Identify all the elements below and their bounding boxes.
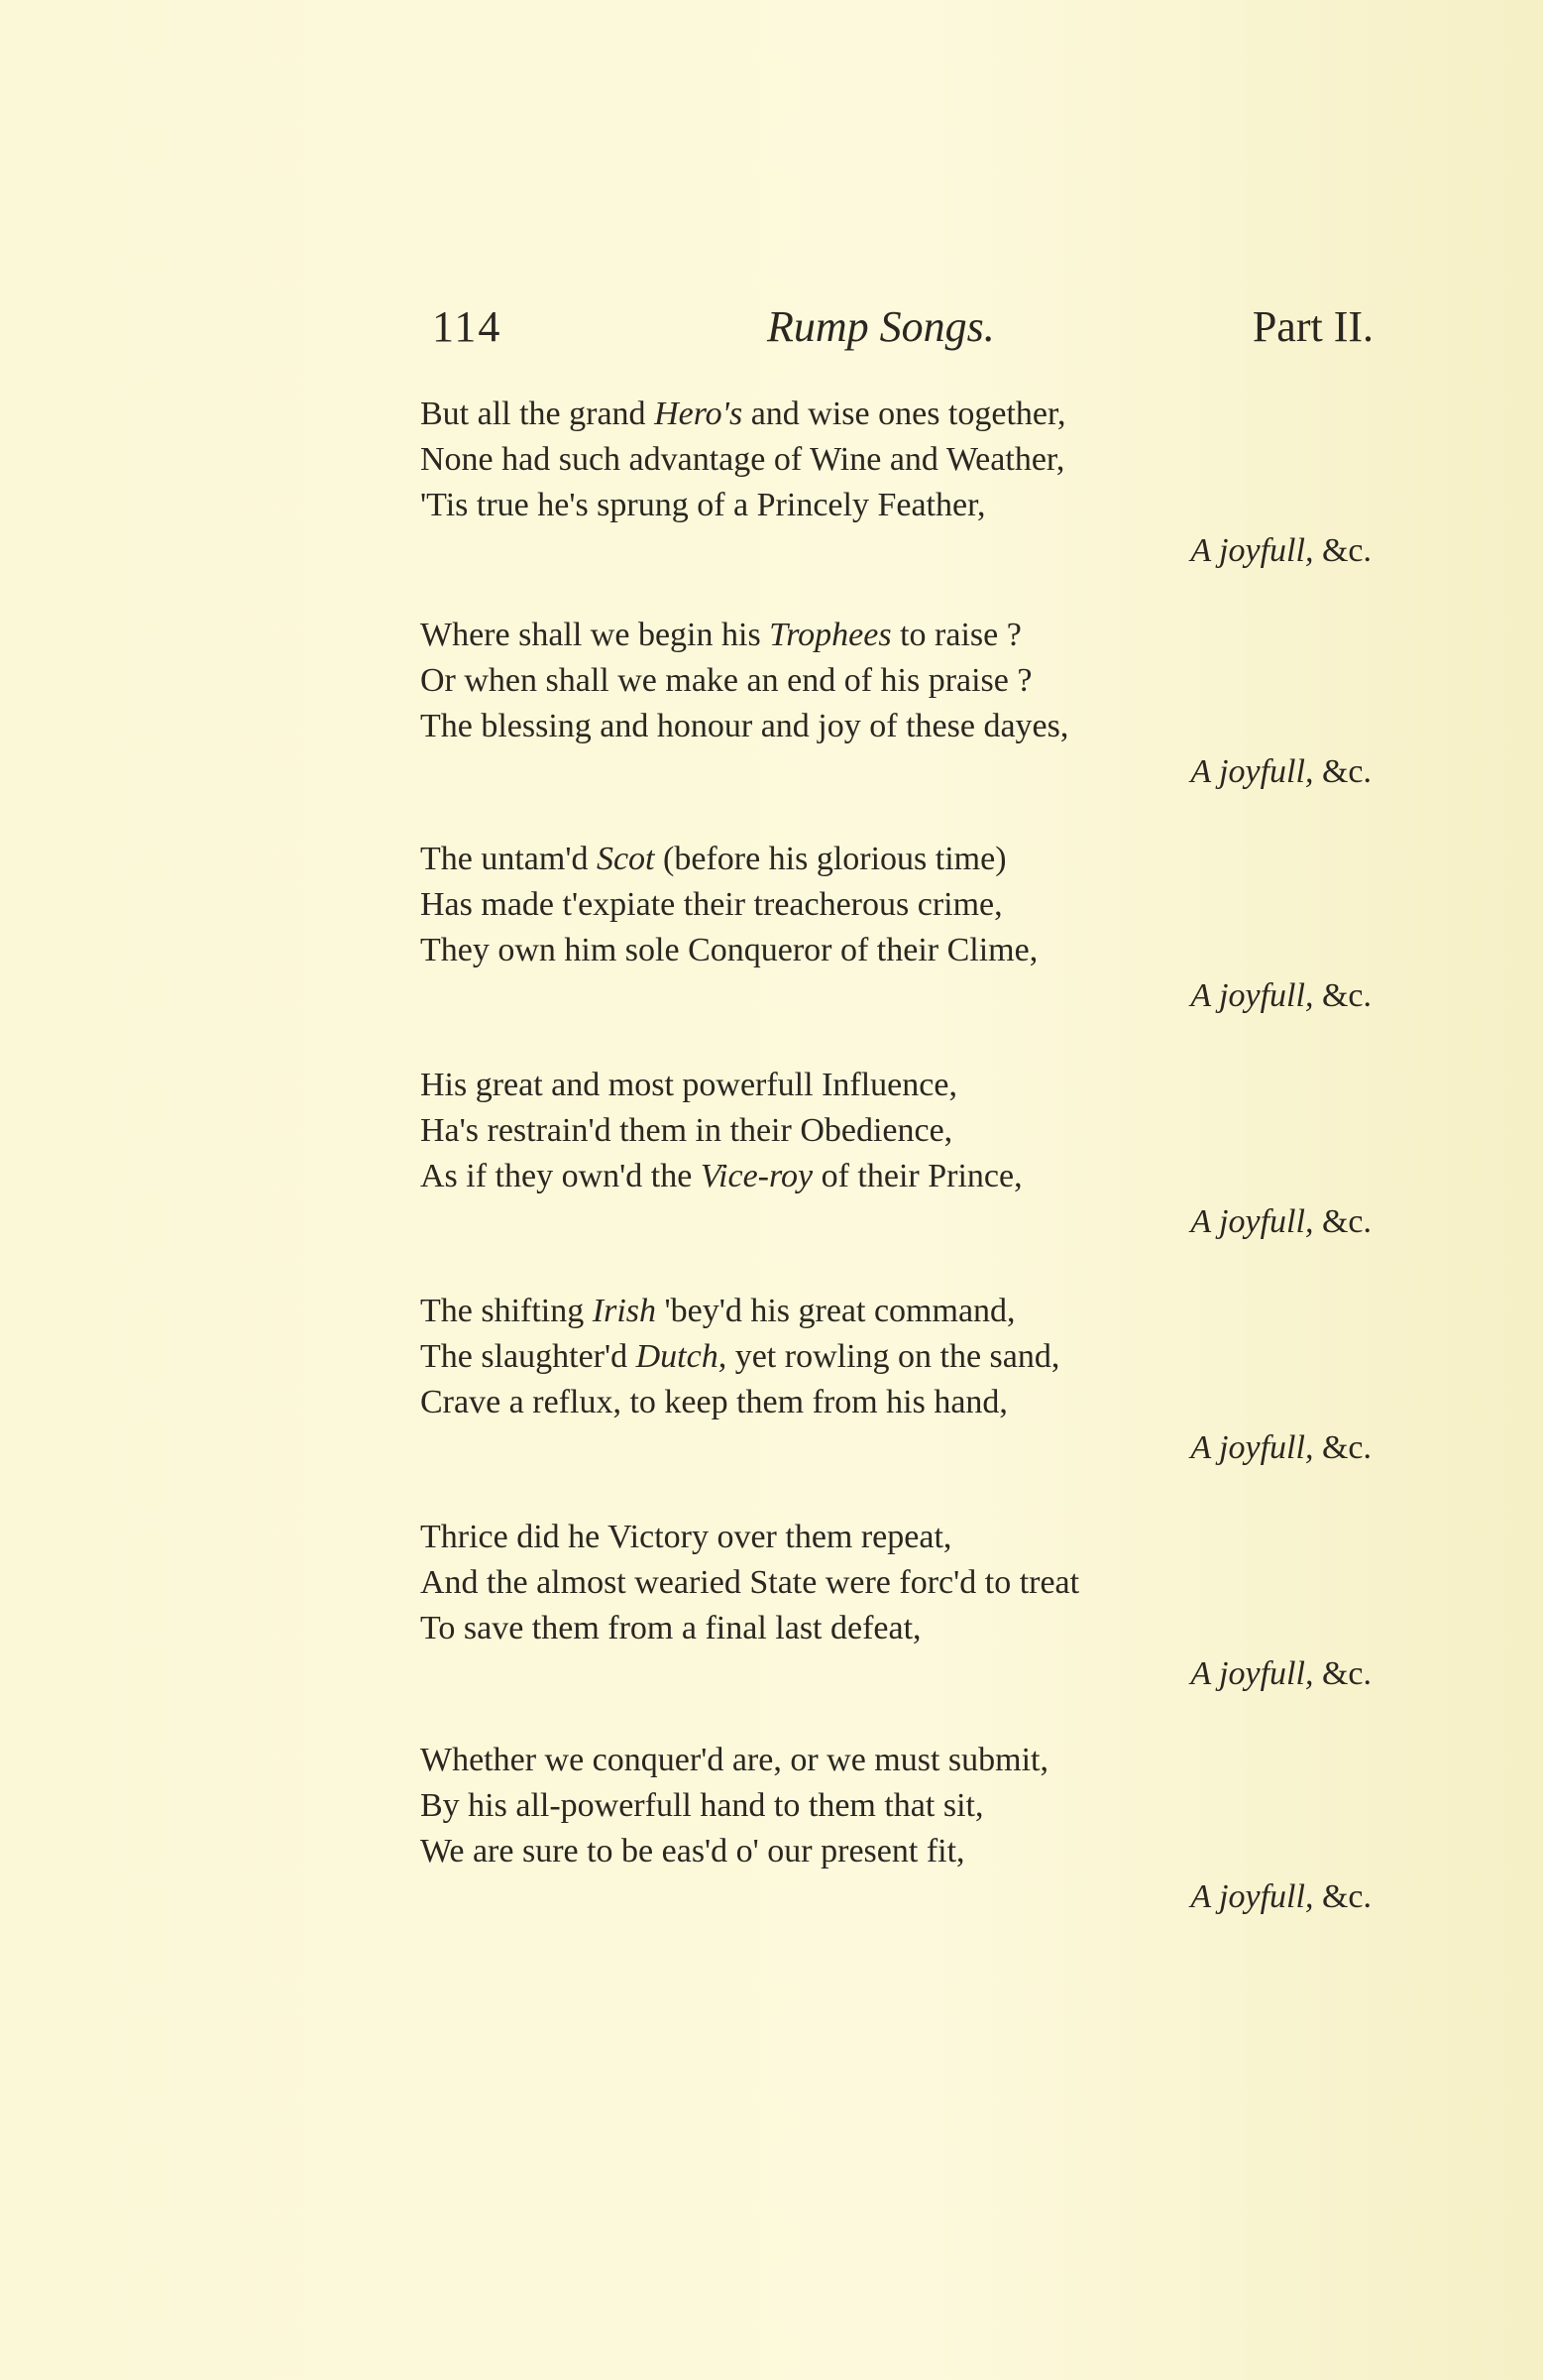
verse-text: They own him sole Conqueror of their Clime, [420, 932, 1039, 968]
verse-line [420, 1515, 1372, 1560]
refrain-line [420, 1425, 1372, 1471]
verse-text: (before his glorious time) [654, 841, 1007, 877]
verse-text: As if they own'd the [420, 1158, 701, 1194]
running-title: Rump Songs. [767, 302, 995, 351]
refrain-lead: A joyfull, [1190, 1655, 1314, 1692]
verse-text: Whether we conquer'd are, or we must submit, [420, 1742, 1048, 1778]
refrain-etc: &c. [1313, 532, 1372, 569]
refrain-line [420, 1651, 1372, 1697]
verse-line [420, 1380, 1372, 1425]
italic-word: Dutch, [635, 1338, 727, 1375]
verse-text: We are sure to be eas'd o' our present fit, [420, 1833, 965, 1870]
refrain-lead: A joyfull, [1190, 753, 1314, 790]
verse-line [420, 837, 1372, 882]
verse-text: But all the grand [420, 396, 655, 432]
refrain-etc: &c. [1313, 753, 1372, 790]
refrain-line [420, 749, 1372, 795]
refrain-lead: A joyfull, [1190, 1878, 1314, 1915]
verse-line [420, 658, 1372, 704]
verse-line [420, 1829, 1372, 1874]
verse-text: And the almost wearied State were forc'd to treat [420, 1564, 1080, 1601]
verse-text: Ha's restrain'd them in their Obedience, [420, 1112, 953, 1149]
verse-line [420, 1334, 1372, 1380]
refrain-line [420, 528, 1372, 574]
verse-line [420, 1606, 1372, 1651]
verse-line [420, 1560, 1372, 1606]
italic-word: Irish [592, 1293, 656, 1329]
part-label: Part II. [1252, 302, 1374, 351]
italic-word: Hero's [654, 396, 743, 432]
verse-line [420, 483, 1372, 528]
verse-line [420, 1063, 1372, 1108]
stanza [420, 1063, 1372, 1245]
verse-text: The shifting [420, 1293, 593, 1329]
verse-text: Thrice did he Victory over them repeat, [420, 1519, 952, 1555]
verse-text: The untam'd [420, 841, 597, 877]
stanza [420, 613, 1372, 795]
verse-line [420, 1289, 1372, 1334]
verse-line [420, 437, 1372, 483]
refrain-line [420, 973, 1372, 1019]
verse-text: of their Prince, [813, 1158, 1023, 1194]
stanza [420, 392, 1372, 574]
verse-text: Crave a reflux, to keep them from his hand, [420, 1384, 1008, 1420]
verse-text: Or when shall we make an end of his praise ? [420, 662, 1033, 699]
verse-line [420, 392, 1372, 437]
refrain-etc: &c. [1313, 1655, 1372, 1692]
refrain-lead: A joyfull, [1190, 1203, 1314, 1240]
verse-text: None had such advantage of Wine and Weather, [420, 441, 1065, 478]
verse-text: By his all-powerfull hand to them that sit, [420, 1787, 984, 1824]
refrain-lead: A joyfull, [1190, 1429, 1314, 1466]
verse-line [420, 882, 1372, 928]
stanza [420, 1289, 1372, 1471]
verse-text: His great and most powerfull Influence, [420, 1067, 957, 1103]
stanza [420, 1515, 1372, 1697]
verse-line [420, 613, 1372, 658]
page-number: 114 [432, 302, 502, 351]
verse-text: yet rowling on the sand, [726, 1338, 1060, 1375]
verse-text: and wise ones together, [742, 396, 1066, 432]
italic-word: Scot [596, 841, 655, 877]
verse-line [420, 704, 1372, 749]
refrain-line [420, 1874, 1372, 1920]
verse-text: 'bey'd his great command, [656, 1293, 1016, 1329]
verse-text: To save them from a final last defeat, [420, 1610, 922, 1646]
refrain-etc: &c. [1313, 1429, 1372, 1466]
verse-line [420, 1154, 1372, 1199]
verse-line [420, 1108, 1372, 1154]
verse-line [420, 928, 1372, 973]
verse-text: The slaughter'd [420, 1338, 636, 1375]
italic-word: Trophees [769, 617, 892, 653]
verse-text: to raise ? [891, 617, 1022, 653]
refrain-etc: &c. [1313, 977, 1372, 1014]
verse-text: Has made t'expiate their treacherous crime, [420, 886, 1003, 923]
italic-word: Vice-roy [700, 1158, 814, 1194]
refrain-line [420, 1199, 1372, 1245]
verse-text: Where shall we begin his [420, 617, 770, 653]
page-header [432, 297, 1374, 357]
stanza [420, 837, 1372, 1019]
refrain-lead: A joyfull, [1190, 532, 1314, 569]
verse-line [420, 1783, 1372, 1829]
refrain-lead: A joyfull, [1190, 977, 1314, 1014]
refrain-etc: &c. [1313, 1878, 1372, 1915]
verse-text: 'Tis true he's sprung of a Princely Feather, [420, 487, 986, 523]
verse-line [420, 1738, 1372, 1783]
refrain-etc: &c. [1313, 1203, 1372, 1240]
stanza [420, 1738, 1372, 1920]
verse-text: The blessing and honour and joy of these dayes, [420, 708, 1069, 744]
